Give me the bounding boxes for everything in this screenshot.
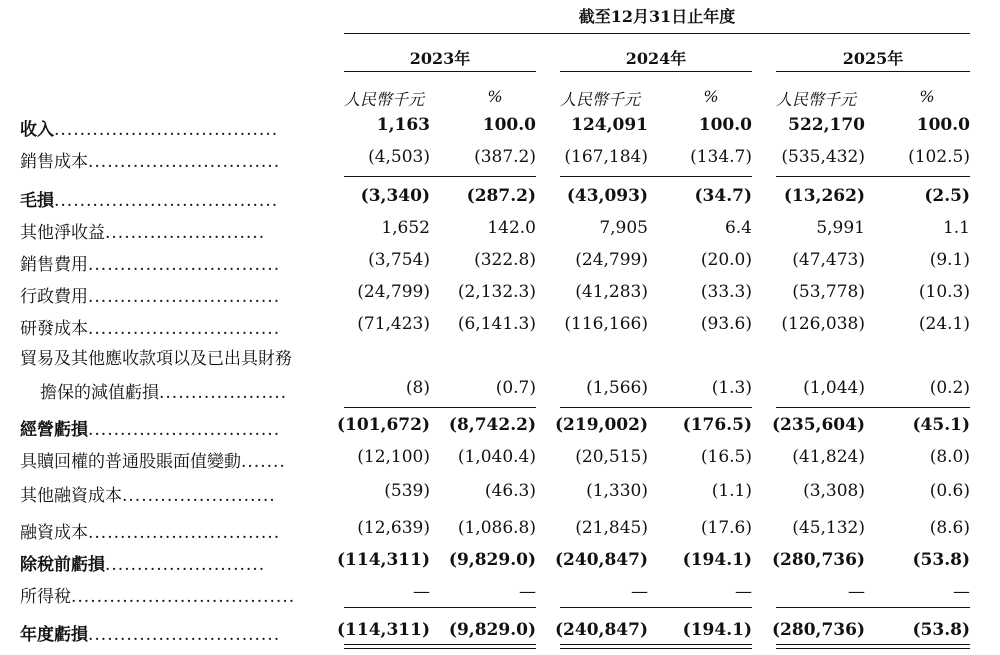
cell-value: (53.8) [912, 550, 970, 570]
dot-leader: ....... [241, 452, 286, 472]
cell-value: (1,040.4) [457, 447, 536, 467]
cell-value: (101,672) [337, 415, 430, 435]
cell-value: (33.3) [700, 282, 752, 302]
cell-value: (93.6) [700, 314, 752, 334]
cell-value: (43,093) [566, 186, 648, 206]
row-label-text: 其他淨收益 [20, 223, 105, 243]
row-label [20, 582, 295, 607]
period-rule [344, 33, 970, 34]
cell-value: (539) [384, 481, 430, 501]
cell-value: — [735, 582, 752, 602]
cell-value: (16.5) [700, 447, 752, 467]
cell-value: (21,845) [575, 518, 648, 538]
cell-value: (219,002) [555, 415, 648, 435]
cell-value: (71,423) [357, 314, 430, 334]
cell-value: — [413, 582, 430, 602]
cell-value: (0.6) [929, 481, 970, 501]
cell-value: (167,184) [564, 147, 648, 167]
cell-value: (1.3) [711, 378, 752, 398]
cell-value: (41,283) [575, 282, 648, 302]
row-label [40, 378, 287, 403]
cell-value: (24.1) [918, 314, 970, 334]
subtotal-rule [776, 407, 970, 408]
cell-value: (280,736) [772, 620, 865, 640]
row-label [20, 250, 280, 275]
subtotal-rule [560, 176, 752, 177]
row-label [20, 314, 280, 339]
cell-value: (20,515) [575, 447, 648, 467]
pct-header-2023: % [487, 87, 503, 106]
row-label [20, 115, 278, 140]
cell-value: (176.5) [682, 415, 752, 435]
row-label-text: 銷售費用 [20, 255, 88, 275]
cell-value: (12,100) [357, 447, 430, 467]
cell-value: (1,086.8) [457, 518, 536, 538]
dot-leader: ................................... [71, 587, 296, 607]
row-label [20, 186, 278, 211]
cell-value: (10.3) [918, 282, 970, 302]
row-label-text: 擔保的減值虧損 [40, 383, 159, 403]
cell-value: (114,311) [337, 620, 430, 640]
cell-value: (235,604) [772, 415, 865, 435]
row-label-text: 研發成本 [20, 319, 88, 339]
cell-value: (45,132) [792, 518, 865, 538]
dot-leader: ................................... [54, 120, 279, 140]
cell-value: (194.1) [682, 620, 752, 640]
unit-header-2024: 人民幣千元 [560, 90, 641, 109]
cell-value: (1.1) [711, 481, 752, 501]
dot-leader: .............................. [88, 255, 281, 275]
cell-value: (0.2) [929, 378, 970, 398]
dot-leader: .............................. [88, 287, 281, 307]
cell-value: (2,132.3) [457, 282, 536, 302]
year-header-2023: 2023年 [409, 49, 471, 68]
subtotal-rule [452, 176, 536, 177]
cell-value: (9,829.0) [448, 550, 536, 570]
cell-value: 100.0 [482, 115, 536, 135]
cell-value: (46.3) [484, 481, 536, 501]
cell-value: 6.4 [724, 218, 752, 238]
cell-value: (1,044) [803, 378, 865, 398]
cell-value: (1,330) [586, 481, 648, 501]
total-double-rule [344, 644, 536, 649]
cell-value: (8.6) [929, 518, 970, 538]
cell-value: (8.0) [929, 447, 970, 467]
cell-value: 1,652 [381, 218, 430, 238]
cell-value: 5,991 [816, 218, 865, 238]
cell-value: (45.1) [912, 415, 970, 435]
year-rule-2024 [560, 71, 752, 72]
dot-leader: .................... [159, 383, 288, 403]
pct-header-2025: % [919, 87, 935, 106]
row-label [20, 620, 280, 645]
cell-value: (20.0) [700, 250, 752, 270]
row-label-text: 經營虧損 [20, 420, 88, 440]
subtotal-rule [776, 607, 970, 608]
row-label [20, 344, 292, 369]
cell-value: (535,432) [781, 147, 865, 167]
cell-value: (2.5) [924, 186, 970, 206]
cell-value: — [631, 582, 648, 602]
row-label-text: 收入 [20, 120, 54, 140]
cell-value: (287.2) [466, 186, 536, 206]
cell-value: (9.1) [929, 250, 970, 270]
row-label-text: 具贖回權的普通股賬面值變動 [20, 452, 241, 472]
subtotal-rule [776, 176, 970, 177]
cell-value: (322.8) [474, 250, 536, 270]
row-label [20, 218, 265, 243]
cell-value: 100.0 [698, 115, 752, 135]
cell-value: (1,566) [586, 378, 648, 398]
row-label-text: 毛損 [20, 191, 54, 211]
cell-value: (8,742.2) [448, 415, 536, 435]
cell-value: (8) [405, 378, 430, 398]
row-label-text: 銷售成本 [20, 152, 88, 172]
cell-value: 124,091 [571, 115, 648, 135]
cell-value: (134.7) [690, 147, 752, 167]
cell-value: 100.0 [916, 115, 970, 135]
cell-value: (0.7) [495, 378, 536, 398]
dot-leader: ........................ [122, 486, 276, 506]
cell-value: (102.5) [908, 147, 970, 167]
cell-value: (3,340) [360, 186, 430, 206]
year-header-2025: 2025年 [842, 49, 904, 68]
row-label-text: 除稅前虧損 [20, 555, 105, 575]
subtotal-rule [560, 407, 752, 408]
dot-leader: .............................. [88, 420, 281, 440]
cell-value: — [519, 582, 536, 602]
dot-leader: .............................. [88, 319, 281, 339]
subtotal-rule [560, 607, 752, 608]
dot-leader: ......................... [105, 555, 266, 575]
cell-value: — [848, 582, 865, 602]
cell-value: 522,170 [788, 115, 865, 135]
row-label-text: 所得稅 [20, 587, 71, 607]
row-label [20, 415, 280, 440]
pct-header-2024: % [703, 87, 719, 106]
total-double-rule [560, 644, 752, 649]
cell-value: (4,503) [368, 147, 430, 167]
cell-value: (6,141.3) [457, 314, 536, 334]
cell-value: (387.2) [474, 147, 536, 167]
cell-value: (24,799) [575, 250, 648, 270]
row-label [20, 481, 276, 506]
cell-value: (240,847) [555, 550, 648, 570]
subtotal-rule [344, 407, 536, 408]
cell-value: 1.1 [942, 218, 970, 238]
cell-value: (126,038) [781, 314, 865, 334]
unit-header-2025: 人民幣千元 [776, 90, 857, 109]
cell-value: 7,905 [599, 218, 648, 238]
dot-leader: ................................... [54, 191, 279, 211]
total-double-rule [776, 644, 970, 649]
cell-value: (3,308) [803, 481, 865, 501]
row-label [20, 550, 265, 575]
subtotal-rule [344, 607, 536, 608]
year-rule-2025 [776, 71, 970, 72]
cell-value: (116,166) [564, 314, 648, 334]
cell-value: (12,639) [357, 518, 430, 538]
cell-value: (53.8) [912, 620, 970, 640]
cell-value: (240,847) [555, 620, 648, 640]
row-label [20, 518, 280, 543]
cell-value: (9,829.0) [448, 620, 536, 640]
dot-leader: .............................. [88, 152, 281, 172]
unit-header-2023: 人民幣千元 [344, 90, 425, 109]
row-label [20, 447, 286, 472]
dot-leader: .............................. [88, 625, 281, 645]
year-rule-2023 [344, 71, 536, 72]
cell-value: (41,824) [792, 447, 865, 467]
row-label-text: 融資成本 [20, 523, 88, 543]
row-label [20, 282, 280, 307]
cell-value: (24,799) [357, 282, 430, 302]
period-header: 截至12月31日止年度 [578, 7, 736, 26]
cell-value: (280,736) [772, 550, 865, 570]
cell-value: (114,311) [337, 550, 430, 570]
dot-leader: .............................. [88, 523, 281, 543]
row-label-text: 貿易及其他應收款項以及已出具財務 [20, 349, 292, 369]
cell-value: (194.1) [682, 550, 752, 570]
row-label [20, 147, 280, 172]
cell-value: (53,778) [792, 282, 865, 302]
cell-value: (17.6) [700, 518, 752, 538]
row-label-text: 行政費用 [20, 287, 88, 307]
row-label-text: 年度虧損 [20, 625, 88, 645]
cell-value: 1,163 [376, 115, 430, 135]
cell-value: (47,473) [792, 250, 865, 270]
cell-value: (13,262) [783, 186, 865, 206]
row-label-text: 其他融資成本 [20, 486, 122, 506]
cell-value: (3,754) [368, 250, 430, 270]
cell-value: 142.0 [487, 218, 536, 238]
year-header-2024: 2024年 [625, 49, 687, 68]
cell-value: (34.7) [694, 186, 752, 206]
dot-leader: ......................... [105, 223, 266, 243]
cell-value: — [953, 582, 970, 602]
